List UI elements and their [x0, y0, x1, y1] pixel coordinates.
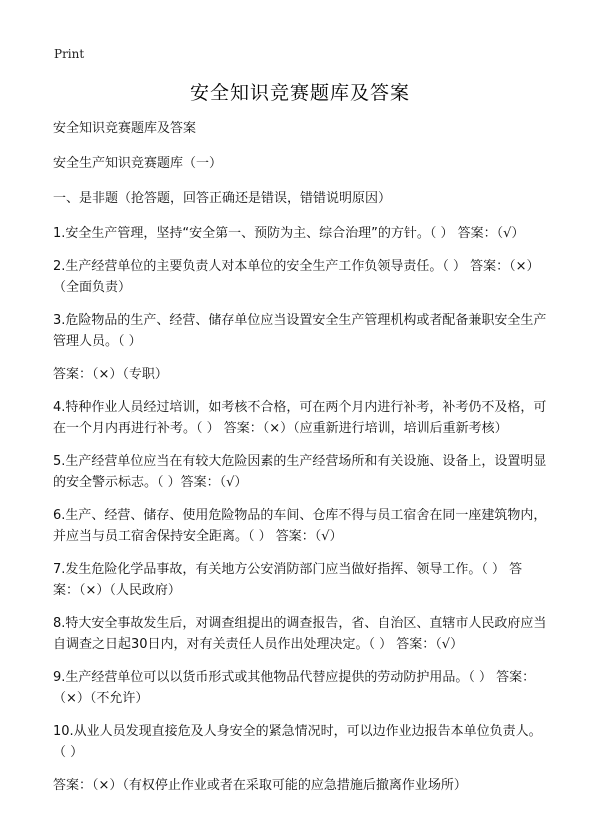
question-4: 4.特种作业人员经过培训，如考核不合格，可在两个月内进行补考，补考仍不及格，可在一个月内再进行补考。（ ） 答案：（×）（应重新进行培训，培训后重新考核） [53, 400, 547, 436]
document-title: 安全知识竞赛题库及答案 [189, 82, 410, 104]
document-subtitle: 安全知识竞赛题库及答案 [53, 121, 197, 136]
question-3: 3.危险物品的生产、经营、储存单位应当设置安全生产管理机构或者配备兼职安全生产管理人员。（ ） [53, 313, 547, 349]
question-6: 6.生产、经营、储存、使用危险物品的车间、仓库不得与员工宿舍在同一座建筑物内，并应当与员工宿舍保持安全距离。（ ） 答案：（√） [53, 508, 547, 544]
question-9: 9.生产经营单位可以以货币形式或其他物品代替应提供的劳动防护用品。（ ） 答案：（×）（不允许） [53, 670, 536, 706]
section-heading: 安全生产知识竞赛题库（一） [53, 156, 223, 171]
document-body [53, 118, 547, 808]
question-7: 7.发生危险化学品事故，有关地方公安消防部门应当做好指挥、领导工作。（ ） 答案：（×）（人民政府） [53, 562, 523, 598]
answer-3: 答案：（×）（专职） [53, 367, 168, 382]
question-8: 8.特大安全事故发生后，对调查组提出的调查报告，省、自治区、直辖市人民政府应当自调查之日起30日内，对有关责任人员作出处理决定。（ ） 答案：（√） [53, 616, 547, 652]
answer-10: 答案：（×）（有权停止作业或者在采取可能的应急措施后撤离作业场所） [53, 778, 467, 793]
question-2: 2.生产经营单位的主要负责人对本单位的安全生产工作负领导责任。（ ） 答案：（×）（全面负责） [53, 259, 540, 295]
question-10: 10.从业人员发现直接危及人身安全的紧急情况时，可以边作业边报告本单位负责人。（ ） [53, 724, 542, 760]
part-heading: 一、是非题（抢答题，回答正确还是错误，错错说明原因） [53, 191, 392, 206]
print-label: Print [54, 47, 85, 61]
question-1: 1.安全生产管理，坚持“安全第一、预防为主、综合治理”的方针。（ ） 答案：（√） [53, 226, 525, 241]
question-5: 5.生产经营单位应当在有较大危险因素的生产经营场所和有关设施、设备上，设置明显的安全警示标志。（ ）答案：（√） [53, 454, 547, 490]
